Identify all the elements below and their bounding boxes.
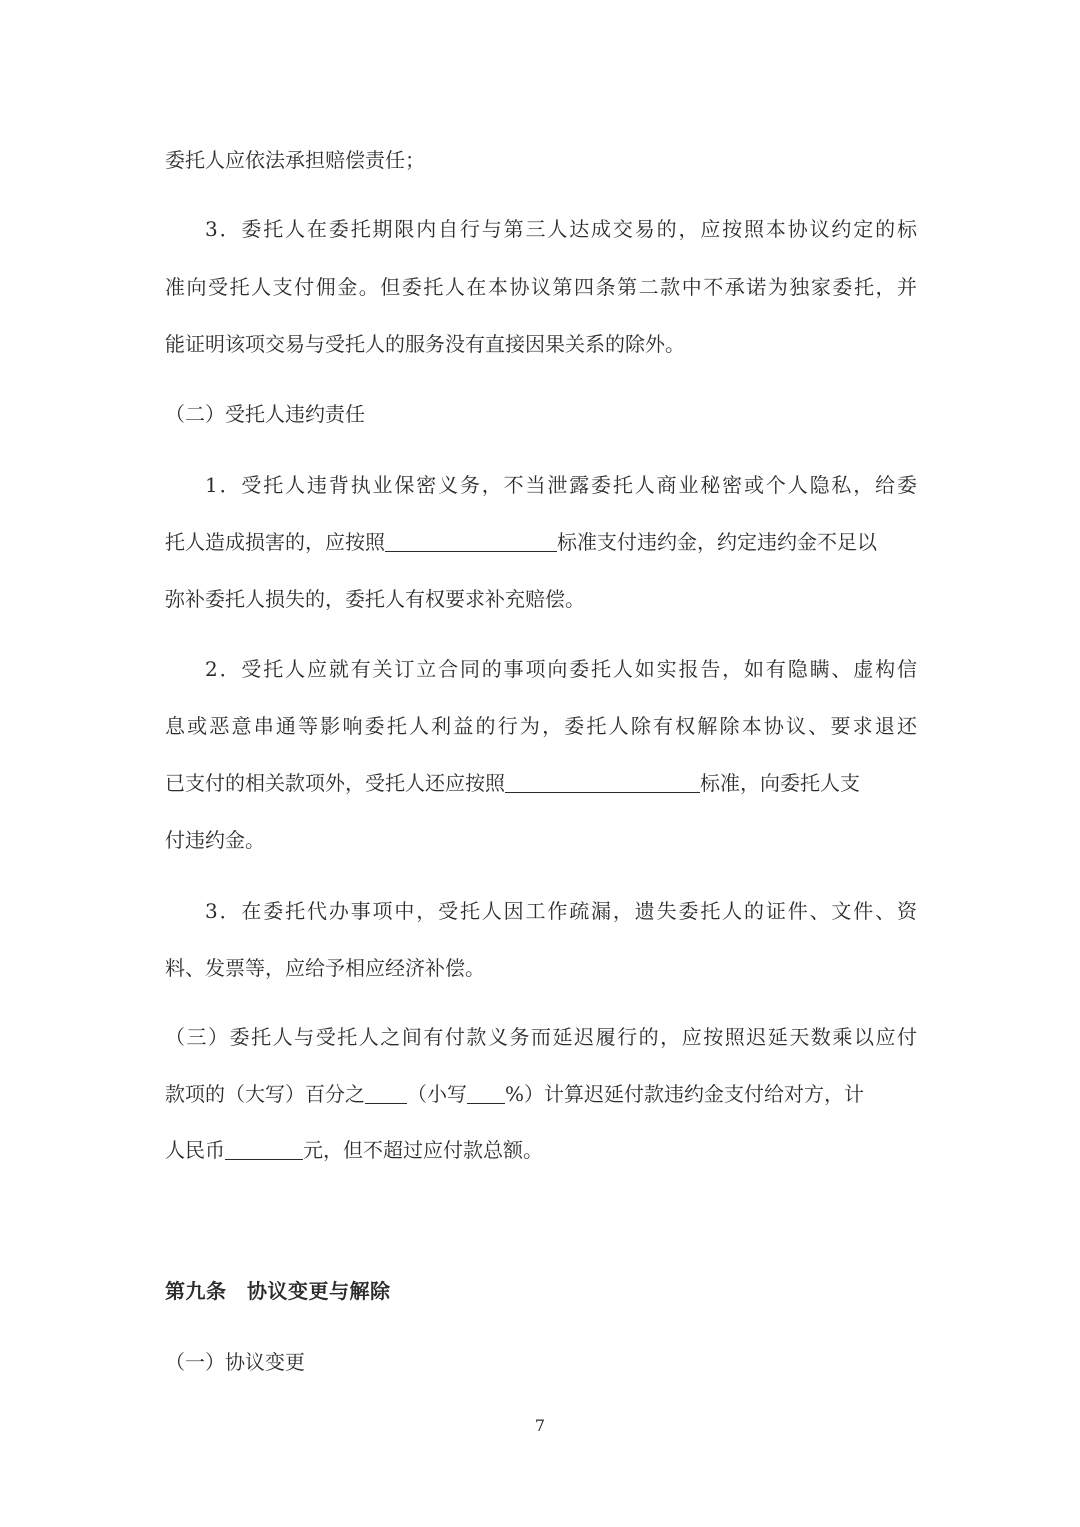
fill-in-blank <box>505 770 700 793</box>
text-segment: 托人造成损害的，应按照 <box>165 530 385 554</box>
paragraph-line: 料、发票等，应给予相应经济补偿。 <box>165 956 485 980</box>
paragraph-line: 委托人应依法承担赔偿责任； <box>165 148 425 172</box>
fill-in-blank <box>225 1137 303 1160</box>
paragraph-line-with-blank <box>165 1136 917 1164</box>
text-segment: %）计算迟延付款违约金支付给对方，计 <box>505 1082 865 1106</box>
paragraph-line-with-blank <box>165 1080 917 1108</box>
paragraph-line: 3．委托人在委托期限内自行与第三人达成交易的，应按照本协议约定的标 <box>205 217 917 241</box>
paragraph-line: 准向受托人支付佣金。但委托人在本协议第四条第二款中不承诺为独家委托，并 <box>165 275 917 299</box>
text-segment: 标准，向委托人支 <box>700 771 860 795</box>
paragraph-line: 付违约金。 <box>165 828 265 852</box>
section-subheading: （一）协议变更 <box>165 1350 305 1374</box>
paragraph-line-with-blank <box>165 769 917 797</box>
text-segment: （小写 <box>407 1082 467 1106</box>
paragraph-line: 弥补委托人损失的，委托人有权要求补充赔偿。 <box>165 587 585 611</box>
paragraph-line: 能证明该项交易与受托人的服务没有直接因果关系的除外。 <box>165 332 685 356</box>
text-segment: 已支付的相关款项外，受托人还应按照 <box>165 771 505 795</box>
text-segment: 元，但不超过应付款总额。 <box>303 1138 543 1162</box>
fill-in-blank <box>385 529 557 552</box>
text-segment: 款项的（大写）百分之 <box>165 1082 365 1106</box>
section-subheading: （二）受托人违约责任 <box>165 402 365 426</box>
fill-in-blank <box>467 1081 505 1104</box>
fill-in-blank <box>365 1081 407 1104</box>
paragraph-line: 3．在委托代办事项中，受托人因工作疏漏，遗失委托人的证件、文件、资 <box>205 899 917 923</box>
paragraph-line: 2．受托人应就有关订立合同的事项向委托人如实报告，如有隐瞒、虚构信 <box>205 657 917 681</box>
paragraph-line: 息或恶意串通等影响委托人利益的行为，委托人除有权解除本协议、要求退还 <box>165 714 917 738</box>
text-segment: 人民币 <box>165 1138 225 1162</box>
text-segment: 标准支付违约金，约定违约金不足以 <box>557 530 877 554</box>
page-number: 7 <box>534 1416 546 1435</box>
paragraph-line: 1．受托人违背执业保密义务，不当泄露委托人商业秘密或个人隐私，给委 <box>205 473 917 497</box>
article-heading: 第九条 协议变更与解除 <box>165 1279 391 1303</box>
paragraph-line: （三）委托人与受托人之间有付款义务而延迟履行的，应按照迟延天数乘以应付 <box>165 1025 917 1049</box>
paragraph-line-with-blank <box>165 528 917 556</box>
